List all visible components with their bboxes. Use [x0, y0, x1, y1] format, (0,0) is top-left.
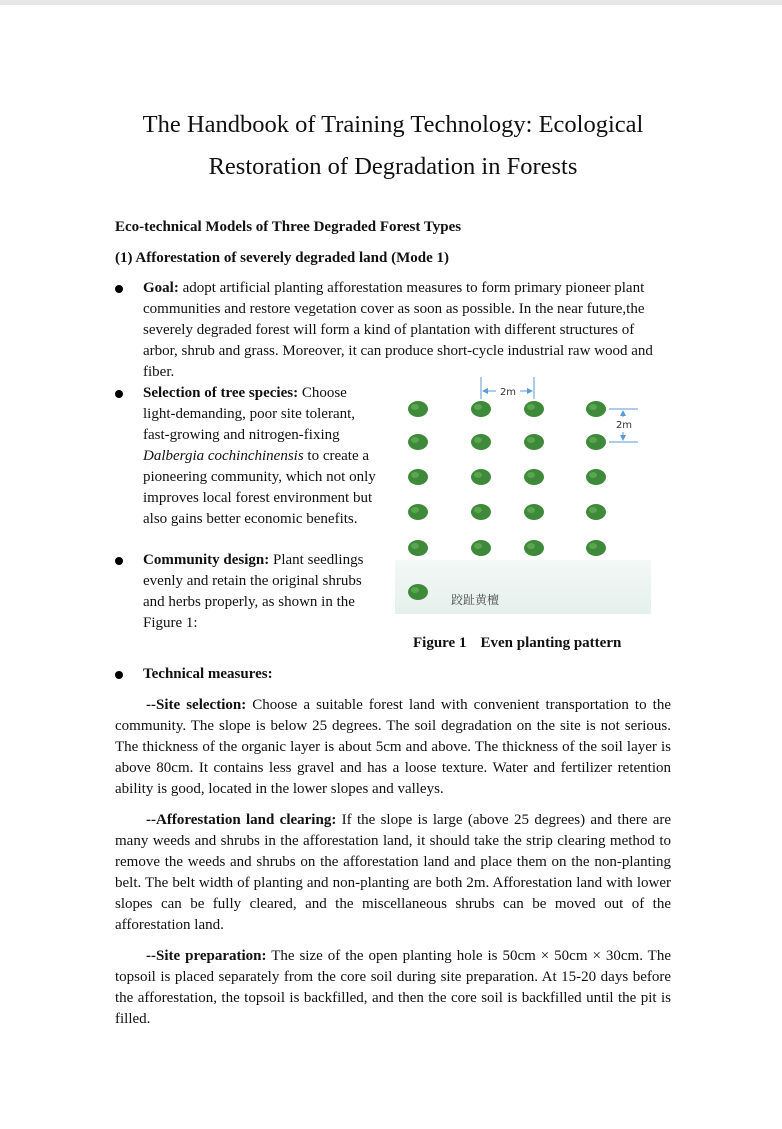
land-clearing-body: If the slope is large (above 25 degrees) and there are many weeds and shrubs in the afforestation land, it should take the strip clearing method to remove the weeds and shrubs on the afforestation land and place them on the non-planting belt. The belt width of planting and non-planting are both 2m. Afforestation land with lower slopes can be fully cleared, and the miscellaneous shrubs can be moved out of the afforestation land. [115, 812, 671, 933]
figure-1-planting-pattern [395, 377, 651, 614]
site-selection-label: --Site selection: [146, 697, 247, 713]
tree-seedling-icon [471, 504, 491, 520]
tree-seedling-icon [524, 504, 544, 520]
planting-grid-svg [395, 377, 651, 614]
tree-seedling-icon [471, 401, 491, 417]
tree-seedling-icon [524, 540, 544, 556]
site-preparation-body: The size of the open planting hole is 50cm × 50cm × 30cm. The topsoil is placed separately from the core soil during site preparation. At 15-20 days before the afforestation, the topsoil is backfilled, and then the core soil is backfilled until the pit is filled. [115, 948, 671, 1027]
bullet-icon [115, 557, 123, 565]
bullet-icon [115, 285, 123, 293]
title-line-2: Restoration of Degradation in Forests [208, 153, 578, 180]
tree-seedling-icon [586, 469, 606, 485]
community-label: Community design: [143, 552, 270, 568]
technical-label: Technical measures: [143, 666, 273, 682]
horizontal-spacing-label: 2m [499, 387, 517, 398]
goal-text [143, 278, 655, 383]
tree-seedling-icon [586, 540, 606, 556]
species-body-2: to create a pioneering community, which not only improves local forest environment but also gains better economic benefits. [143, 448, 376, 527]
tree-seedling-icon [586, 434, 606, 450]
vertical-spacing-label: 2m [615, 420, 633, 431]
bullet-icon [115, 390, 123, 398]
top-border [0, 0, 782, 5]
tree-seedling-icon [471, 540, 491, 556]
site-preparation-paragraph [115, 946, 671, 1030]
land-clearing-label: --Afforestation land clearing: [146, 812, 337, 828]
tree-seedling-icon [586, 401, 606, 417]
tree-seedling-icon [408, 504, 428, 520]
tree-seedling-icon [408, 469, 428, 485]
tree-seedling-icon [524, 469, 544, 485]
document-title [115, 104, 671, 188]
figure-caption-text: Even planting pattern [480, 635, 622, 651]
site-selection-paragraph [115, 695, 671, 800]
goal-label: Goal: [143, 280, 179, 296]
species-text [143, 383, 379, 530]
goal-body: adopt artificial planting afforestation measures to form primary pioneer plant communities and restore vegetation cover as soon as possible. In the near future,the severely degraded forest will form a kind of plantation with different structures of arbor, shrub and grass. Moreover, it can produce short-cycle industrial raw wood and fiber. [143, 280, 653, 380]
community-body: Plant seedlings evenly and retain the original shrubs and herbs properly, as shown in the Figure 1: [143, 552, 364, 631]
species-name: Dalbergia cochinchinensis [143, 448, 304, 464]
tree-seedling-icon [471, 469, 491, 485]
figure-caption-number: Figure 1 [413, 635, 467, 651]
figure-caption [413, 633, 621, 653]
site-preparation-label: --Site preparation: [146, 948, 267, 964]
tree-seedling-icon [408, 434, 428, 450]
tree-seedling-icon [524, 401, 544, 417]
tree-seedling-icon [408, 540, 428, 556]
site-selection-body: Choose a suitable forest land with convenient transportation to the community. The slope is below 25 degrees. The soil degradation on the site is not serious. The thickness of the organic layer is about 5cm and above. The thickness of the soil layer is above 80cm. It contains less gravel and has a loose texture. Water and fertilizer retention ability is good, located in the lower slopes and valleys. [115, 697, 671, 797]
tree-seedling-icon [586, 504, 606, 520]
tree-seedling-icon [408, 401, 428, 417]
species-body-1: Choose light-demanding, poor site tolerant, fast-growing and nitrogen-fixing [143, 385, 356, 443]
figure-watermark: 跤趾黄檀 [451, 593, 500, 607]
species-label: Selection of tree species: [143, 385, 299, 401]
tree-seedling-icon [408, 584, 428, 600]
subsection-heading: (1) Afforestation of severely degraded land (Mode 1) [115, 250, 449, 266]
tree-seedling-icon [471, 434, 491, 450]
section-heading: Eco-technical Models of Three Degraded Forest Types [115, 219, 462, 235]
tree-seedling-icon [524, 434, 544, 450]
title-line-1: The Handbook of Training Technology: Ecological [142, 111, 644, 138]
bullet-icon [115, 671, 123, 679]
community-text [143, 550, 381, 634]
land-clearing-paragraph [115, 810, 671, 936]
